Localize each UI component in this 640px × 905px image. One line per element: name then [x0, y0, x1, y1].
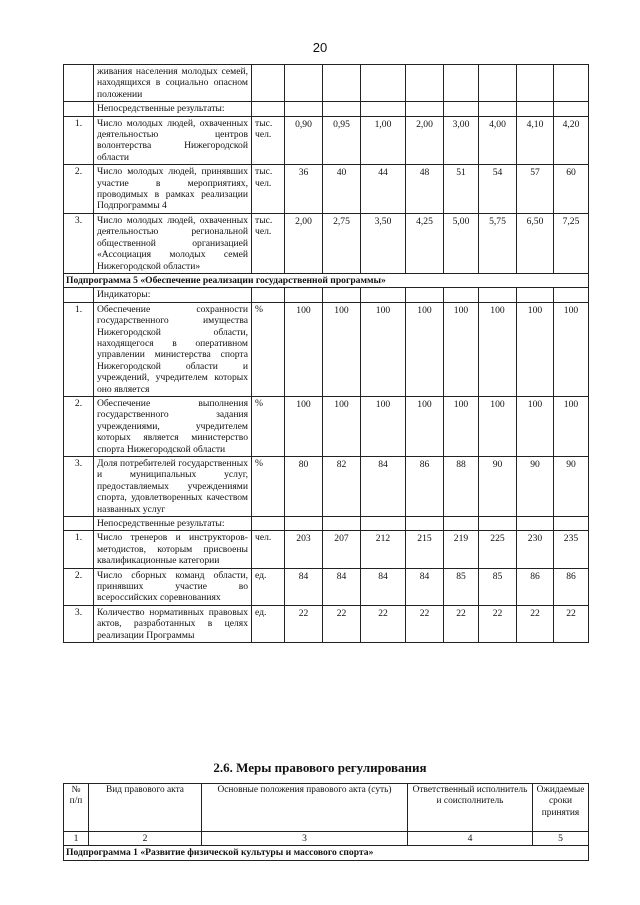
value-cell: 85 — [444, 568, 479, 605]
value-cell: 84 — [285, 568, 323, 605]
value-cell: 4,00 — [479, 116, 517, 165]
table-row — [64, 605, 589, 642]
value-cell: 100 — [444, 396, 479, 456]
value-cell: 100 — [323, 302, 361, 396]
value-cell: 22 — [285, 605, 323, 642]
value-cell: 219 — [444, 531, 479, 568]
value-cell: 1,00 — [361, 116, 406, 165]
value-cell: 4,10 — [517, 116, 554, 165]
header-act-type: Вид правового акта — [89, 784, 202, 832]
value-cell — [554, 288, 589, 302]
value-cell: 90 — [479, 457, 517, 517]
value-cell: 230 — [517, 531, 554, 568]
unit-cell — [252, 65, 285, 102]
indicator-description: Число молодых людей, принявших участие в мероприятиях, проводимых в рамках реализации Подпрограммы 4 — [94, 165, 252, 214]
value-cell: 86 — [554, 568, 589, 605]
row-number — [64, 102, 94, 116]
section-title: Подпрограмма 5 «Обеспечение реализации государственной программы» — [64, 273, 589, 287]
row-number: 3. — [64, 457, 94, 517]
value-cell: 22 — [361, 605, 406, 642]
unit-cell: тыс. чел. — [252, 116, 285, 165]
value-cell — [406, 517, 444, 531]
value-cell: 44 — [361, 165, 406, 214]
value-cell — [554, 102, 589, 116]
value-cell — [285, 517, 323, 531]
row-number: 2. — [64, 396, 94, 456]
unit-cell: тыс. чел. — [252, 165, 285, 214]
value-cell — [517, 102, 554, 116]
col-number: 5 — [533, 832, 589, 846]
row-number — [64, 288, 94, 302]
value-cell — [479, 65, 517, 102]
value-cell — [554, 65, 589, 102]
col-number: 2 — [89, 832, 202, 846]
value-cell — [323, 102, 361, 116]
unit-cell — [252, 288, 285, 302]
table-row — [64, 165, 589, 214]
header-responsible: Ответственный исполнитель и соисполнитель — [408, 784, 533, 832]
legal-measures-table — [63, 783, 589, 861]
unit-cell — [252, 102, 285, 116]
value-cell: 5,75 — [479, 213, 517, 273]
indicator-description: Обеспечение сохранности государственного имущества Нижегородской области, находящегося в оперативном управлении министерства спорта Нижегородской области и учреждений, учредителем которых оно является — [94, 302, 252, 396]
value-cell — [517, 517, 554, 531]
value-cell: 22 — [554, 605, 589, 642]
value-cell: 22 — [323, 605, 361, 642]
value-cell — [444, 65, 479, 102]
value-cell: 100 — [444, 302, 479, 396]
value-cell: 100 — [517, 302, 554, 396]
col-number: 4 — [408, 832, 533, 846]
value-cell — [517, 288, 554, 302]
value-cell: 100 — [517, 396, 554, 456]
value-cell: 90 — [517, 457, 554, 517]
row-number: 3. — [64, 213, 94, 273]
indicator-description: живания населения молодых семей, находящихся в социально опасном положении — [94, 65, 252, 102]
table-row — [64, 288, 589, 302]
value-cell — [361, 517, 406, 531]
value-cell: 100 — [554, 302, 589, 396]
table-row — [64, 102, 589, 116]
row-number: 1. — [64, 531, 94, 568]
value-cell: 22 — [517, 605, 554, 642]
unit-cell — [252, 517, 285, 531]
value-cell — [444, 102, 479, 116]
table-row — [64, 396, 589, 456]
value-cell: 48 — [406, 165, 444, 214]
indicator-description: Обеспечение выполнения государственного задания учреждениями, учредителем которых является министерство спорта Нижегородской области — [94, 396, 252, 456]
value-cell: 84 — [361, 457, 406, 517]
value-cell: 84 — [323, 568, 361, 605]
table-row — [64, 531, 589, 568]
value-cell: 51 — [444, 165, 479, 214]
value-cell — [285, 288, 323, 302]
indicator-description: Количество нормативных правовых актов, разработанных в целях реализации Программы — [94, 605, 252, 642]
value-cell: 100 — [361, 302, 406, 396]
unit-cell: ед. — [252, 568, 285, 605]
row-number: 3. — [64, 605, 94, 642]
value-cell — [444, 517, 479, 531]
value-cell: 57 — [517, 165, 554, 214]
row-number — [64, 517, 94, 531]
value-cell: 22 — [444, 605, 479, 642]
value-cell — [323, 517, 361, 531]
unit-cell: чел. — [252, 531, 285, 568]
value-cell — [444, 288, 479, 302]
value-cell: 85 — [479, 568, 517, 605]
value-cell: 88 — [444, 457, 479, 517]
value-cell — [323, 65, 361, 102]
value-cell — [361, 288, 406, 302]
value-cell: 36 — [285, 165, 323, 214]
unit-cell: % — [252, 457, 285, 517]
value-cell: 5,00 — [444, 213, 479, 273]
value-cell — [361, 65, 406, 102]
value-cell — [323, 288, 361, 302]
value-cell: 100 — [406, 396, 444, 456]
value-cell: 7,25 — [554, 213, 589, 273]
indicator-description: Индикаторы: — [94, 288, 252, 302]
row-number: 1. — [64, 116, 94, 165]
value-cell: 4,20 — [554, 116, 589, 165]
value-cell: 6,50 — [517, 213, 554, 273]
value-cell: 0,90 — [285, 116, 323, 165]
header-num: № п/п — [64, 784, 89, 832]
value-cell: 100 — [285, 396, 323, 456]
value-cell: 100 — [361, 396, 406, 456]
value-cell: 22 — [479, 605, 517, 642]
indicator-description: Число тренеров и инструкторов-методистов, которым присвоены квалификационные категории — [94, 531, 252, 568]
value-cell — [479, 517, 517, 531]
header-provisions: Основные положения правового акта (суть) — [202, 784, 408, 832]
table-row — [64, 568, 589, 605]
section-row — [64, 846, 589, 860]
value-cell: 100 — [479, 302, 517, 396]
value-cell: 40 — [323, 165, 361, 214]
value-cell: 2,75 — [323, 213, 361, 273]
unit-cell: % — [252, 396, 285, 456]
value-cell: 86 — [517, 568, 554, 605]
value-cell: 225 — [479, 531, 517, 568]
value-cell: 2,00 — [285, 213, 323, 273]
column-number-row — [64, 832, 589, 846]
value-cell: 4,25 — [406, 213, 444, 273]
value-cell: 212 — [361, 531, 406, 568]
value-cell: 0,95 — [323, 116, 361, 165]
table-row — [64, 517, 589, 531]
value-cell: 3,50 — [361, 213, 406, 273]
value-cell: 203 — [285, 531, 323, 568]
row-number: 2. — [64, 165, 94, 214]
value-cell: 235 — [554, 531, 589, 568]
value-cell — [479, 102, 517, 116]
section-row — [64, 273, 589, 287]
value-cell — [517, 65, 554, 102]
value-cell: 84 — [406, 568, 444, 605]
value-cell: 3,00 — [444, 116, 479, 165]
value-cell: 54 — [479, 165, 517, 214]
row-number: 2. — [64, 568, 94, 605]
unit-cell: тыс. чел. — [252, 213, 285, 273]
value-cell: 84 — [361, 568, 406, 605]
value-cell — [406, 102, 444, 116]
indicator-description: Число сборных команд области, принявших участие во всероссийских соревнованиях — [94, 568, 252, 605]
value-cell — [285, 102, 323, 116]
table-header-row — [64, 784, 589, 832]
value-cell — [406, 288, 444, 302]
value-cell: 207 — [323, 531, 361, 568]
value-cell: 86 — [406, 457, 444, 517]
value-cell: 60 — [554, 165, 589, 214]
table-row — [64, 213, 589, 273]
value-cell — [554, 517, 589, 531]
table-row — [64, 457, 589, 517]
value-cell: 100 — [554, 396, 589, 456]
value-cell — [479, 288, 517, 302]
value-cell — [406, 65, 444, 102]
value-cell — [285, 65, 323, 102]
value-cell: 215 — [406, 531, 444, 568]
value-cell: 100 — [323, 396, 361, 456]
header-deadline: Ожидаемые сроки принятия — [533, 784, 589, 832]
indicators-table — [63, 64, 589, 643]
table-row — [64, 65, 589, 102]
indicator-description: Число молодых людей, охваченных деятельностью центров волонтерства Нижегородской области — [94, 116, 252, 165]
indicator-description: Непосредственные результаты: — [94, 517, 252, 531]
value-cell: 22 — [406, 605, 444, 642]
col-number: 1 — [64, 832, 89, 846]
indicator-description: Число молодых людей, охваченных деятельностью региональной общественной организацией «Ассоциация молодых семей Нижегородской области» — [94, 213, 252, 273]
section-heading: 2.6. Меры правового регулирования — [213, 760, 427, 775]
row-number — [64, 65, 94, 102]
row-number: 1. — [64, 302, 94, 396]
value-cell: 90 — [554, 457, 589, 517]
unit-cell: % — [252, 302, 285, 396]
value-cell: 100 — [285, 302, 323, 396]
value-cell: 100 — [479, 396, 517, 456]
table-row — [64, 116, 589, 165]
unit-cell: ед. — [252, 605, 285, 642]
indicator-description: Непосредственные результаты: — [94, 102, 252, 116]
table-row — [64, 302, 589, 396]
value-cell: 80 — [285, 457, 323, 517]
value-cell: 82 — [323, 457, 361, 517]
indicator-description: Доля потребителей государственных и муниципальных услуг, предоставляемых учреждениями спорта, удовлетворенных качеством названных услуг — [94, 457, 252, 517]
page-number: 20 — [312, 40, 328, 55]
value-cell — [361, 102, 406, 116]
value-cell: 2,00 — [406, 116, 444, 165]
value-cell: 100 — [406, 302, 444, 396]
col-number: 3 — [202, 832, 408, 846]
section-title: Подпрограмма 1 «Развитие физической культуры и массового спорта» — [64, 846, 589, 860]
